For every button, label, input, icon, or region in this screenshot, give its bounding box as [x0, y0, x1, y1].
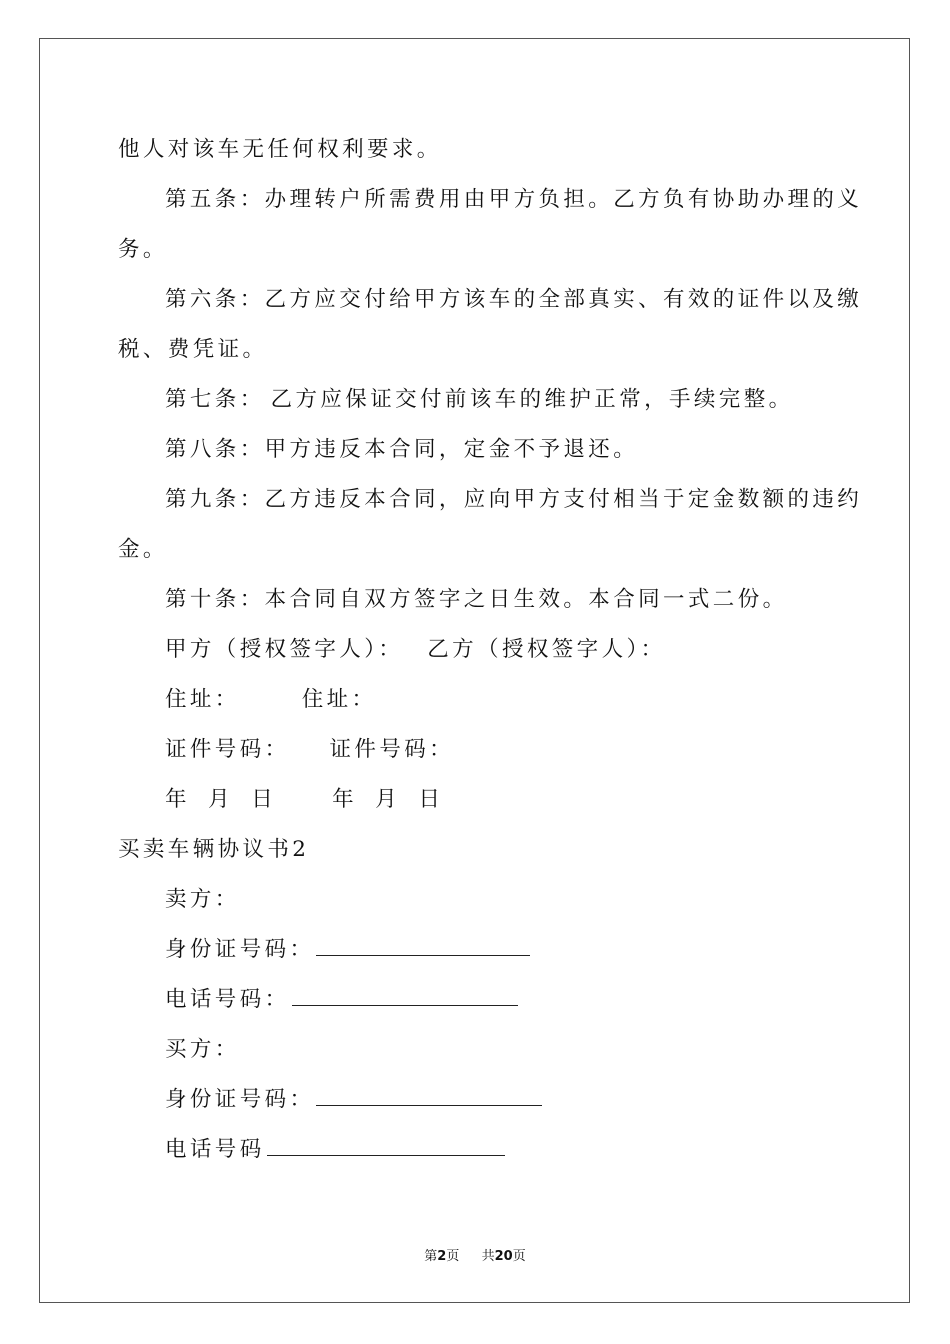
- id-number-row: [165, 736, 454, 764]
- party-a-address-label: 住址：: [165, 687, 240, 712]
- clause-6-line-1: 第六条：乙方应交付给甲方该车的全部真实、有效的证件以及缴: [165, 287, 863, 312]
- clause-10: 第十条：本合同自双方签字之日生效。本合同一式二份。: [165, 587, 788, 612]
- footer-page-current: 2: [437, 1249, 447, 1264]
- clause-5-line-2: 务。: [118, 237, 168, 262]
- clause-9-line-2: 金。: [118, 537, 168, 562]
- date-row: [165, 786, 443, 814]
- party-b-date: 年 月 日: [332, 787, 444, 812]
- clause-7-label: 第七条：: [165, 387, 265, 412]
- party-b-address-label: 住址：: [301, 687, 377, 712]
- clause-8: 第八条：甲方违反本合同，定金不予退还。: [165, 437, 639, 462]
- seller-label: 卖方：: [165, 887, 240, 912]
- paragraph-line: 他人对该车无任何权利要求。: [118, 137, 442, 162]
- footer-total-prefix: 共: [481, 1249, 495, 1264]
- buyer-id-label: 身份证号码：: [165, 1087, 315, 1112]
- party-b-signatory-label: 乙方（授权签字人）：: [427, 637, 666, 662]
- seller-id-row: [165, 936, 530, 964]
- clause-6-line-2: 税、费凭证。: [118, 337, 268, 362]
- clause-7: [165, 386, 794, 414]
- party-a-date: 年 月 日: [165, 787, 277, 812]
- buyer-phone-row: [165, 1136, 505, 1164]
- party-a-id-label: 证件号码：: [165, 737, 290, 762]
- buyer-id-blank: [316, 1087, 542, 1106]
- party-a-signatory-label: 甲方（授权签字人）：: [165, 637, 404, 662]
- clause-9-line-1: 第九条：乙方违反本合同，应向甲方支付相当于定金数额的违约: [165, 487, 863, 512]
- buyer-label: 买方：: [165, 1037, 240, 1062]
- party-b-id-label: 证件号码：: [329, 737, 455, 762]
- buyer-phone-label: 电话号码: [165, 1137, 265, 1162]
- clause-7-text: 乙方应保证交付前该车的维护正常，手续完整。: [270, 387, 794, 412]
- signature-parties-row: [165, 636, 666, 664]
- footer-page-prefix: 第: [424, 1249, 438, 1264]
- seller-id-blank: [316, 937, 530, 956]
- seller-phone-blank: [292, 987, 518, 1006]
- footer-total-suffix: 页: [512, 1249, 526, 1264]
- buyer-id-row: [165, 1086, 542, 1114]
- footer-page-suffix: 页: [446, 1249, 460, 1264]
- seller-phone-row: [165, 986, 518, 1014]
- address-row: [165, 686, 376, 714]
- clause-5-line-1: 第五条：办理转户所需费用由甲方负担。乙方负有协助办理的义: [165, 187, 863, 212]
- footer-page-total: 20: [494, 1249, 513, 1264]
- section-title: 买卖车辆协议书2: [118, 837, 310, 862]
- buyer-phone-blank: [267, 1137, 505, 1156]
- seller-id-label: 身份证号码：: [165, 937, 315, 962]
- page-footer: [0, 1248, 950, 1266]
- seller-phone-label: 电话号码：: [165, 987, 290, 1012]
